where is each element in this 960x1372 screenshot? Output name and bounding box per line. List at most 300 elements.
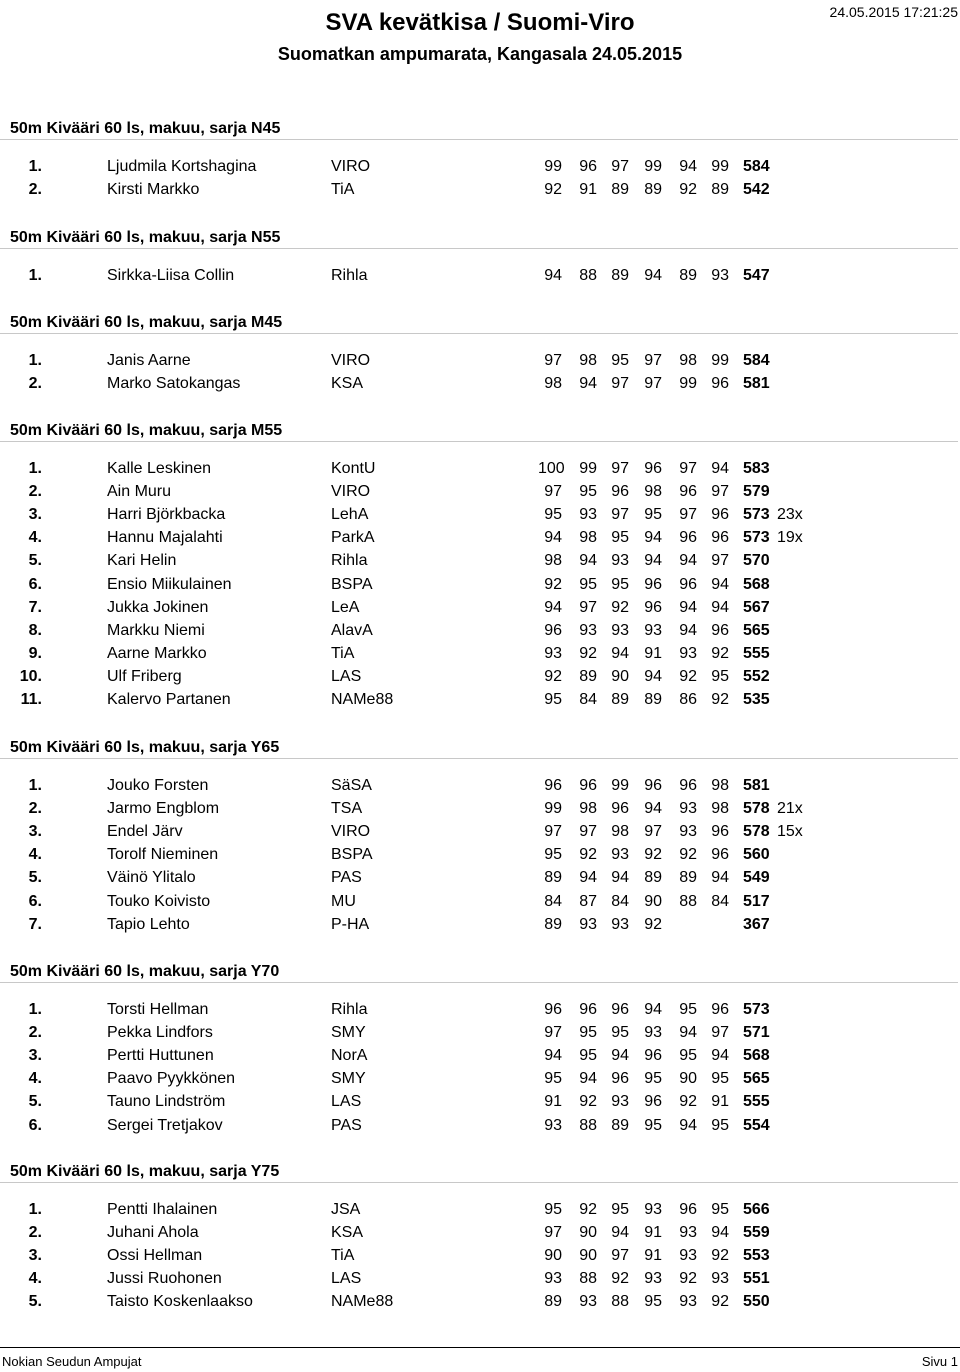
rank-cell: 11. — [20, 691, 42, 708]
rank-cell: 3. — [28, 823, 42, 841]
series-score-cell: 94 — [544, 529, 562, 547]
series-score-cell: 96 — [544, 621, 562, 639]
series-score-cell: 91 — [579, 181, 597, 199]
series-score-cell: 97 — [544, 352, 562, 369]
series-score-cell: 94 — [711, 1047, 729, 1065]
result-row — [0, 457, 960, 480]
series-score-cell: 90 — [644, 892, 662, 910]
result-row — [0, 890, 960, 913]
rank-cell: 8. — [28, 621, 42, 639]
series-score-cell: 87 — [579, 892, 597, 910]
section-title: 50m Kivääri 60 ls, makuu, sarja N55 — [10, 229, 281, 246]
series-score-cell: 98 — [679, 352, 697, 369]
series-score-cell: 93 — [611, 915, 629, 933]
series-score-cell: 96 — [544, 1001, 562, 1018]
series-score-cell: 94 — [579, 552, 597, 570]
series-score-cell: 93 — [644, 1270, 662, 1288]
total-score-cell: 555 — [743, 1093, 770, 1111]
section-divider — [0, 248, 958, 249]
rank-cell: 1. — [28, 158, 42, 175]
rank-cell: 6. — [28, 575, 42, 593]
shooter-name-cell: Markku Niemi — [107, 621, 205, 639]
series-score-cell: 89 — [544, 915, 562, 933]
series-score-cell: 98 — [579, 529, 597, 547]
series-score-cell: 89 — [544, 1293, 562, 1311]
series-score-cell: 96 — [644, 1047, 662, 1065]
rank-cell: 6. — [28, 892, 42, 910]
shooter-name-cell: Pertti Huttunen — [107, 1047, 214, 1065]
series-score-cell: 95 — [644, 1070, 662, 1088]
total-score-cell: 584 — [743, 352, 770, 369]
rank-cell: 5. — [28, 552, 42, 570]
series-score-cell: 97 — [711, 1024, 729, 1042]
series-score-cell: 95 — [544, 691, 562, 708]
result-row — [0, 264, 960, 287]
series-score-cell: 94 — [611, 1224, 629, 1242]
series-score-cell: 93 — [579, 621, 597, 639]
total-score-cell: 571 — [743, 1024, 770, 1042]
shooter-name-cell: Ensio Miikulainen — [107, 575, 232, 593]
club-cell: LAS — [331, 1270, 362, 1288]
shooter-name-cell: Torolf Nieminen — [107, 846, 219, 864]
club-cell: NAMe88 — [331, 691, 394, 708]
series-score-cell: 90 — [679, 1070, 697, 1088]
series-score-cell: 92 — [711, 644, 729, 662]
series-score-cell: 96 — [711, 506, 729, 524]
series-score-cell: 89 — [544, 869, 562, 887]
club-cell: SäSA — [331, 777, 372, 794]
total-score-cell: 535 — [743, 691, 770, 708]
result-section — [0, 962, 960, 1137]
total-score-cell: 560 — [743, 846, 770, 864]
club-cell: KSA — [331, 375, 364, 393]
total-score-cell: 584 — [743, 158, 770, 175]
series-score-cell: 89 — [611, 1116, 629, 1134]
series-score-cell: 97 — [644, 352, 662, 369]
series-score-cell: 92 — [579, 1201, 597, 1218]
series-score-cell: 93 — [711, 267, 729, 284]
series-score-cell: 90 — [579, 1247, 597, 1265]
series-score-cell: 90 — [611, 667, 629, 685]
result-row — [0, 642, 960, 665]
tiebreak-note-cell: 21x — [777, 800, 803, 818]
total-score-cell: 568 — [743, 575, 770, 593]
result-row — [0, 1021, 960, 1044]
series-score-cell: 98 — [644, 483, 662, 501]
series-score-cell: 92 — [644, 915, 662, 933]
series-score-cell: 95 — [711, 1201, 729, 1218]
series-score-cell: 97 — [711, 552, 729, 570]
series-score-cell: 95 — [579, 1024, 597, 1042]
total-score-cell: 559 — [743, 1224, 770, 1242]
club-cell: ParkA — [331, 529, 375, 547]
series-score-cell: 92 — [579, 846, 597, 864]
result-row — [0, 665, 960, 688]
shooter-name-cell: Ljudmila Kortshagina — [107, 158, 257, 175]
result-row — [0, 155, 960, 178]
club-cell: LeA — [331, 598, 360, 616]
shooter-name-cell: Jouko Forsten — [107, 777, 209, 794]
series-score-cell: 99 — [711, 158, 729, 175]
result-row — [0, 774, 960, 797]
section-title: 50m Kivääri 60 ls, makuu, sarja Y75 — [10, 1163, 280, 1180]
club-cell: AlavA — [331, 621, 373, 639]
series-score-cell: 94 — [679, 598, 697, 616]
series-score-cell: 89 — [611, 691, 629, 708]
series-score-cell: 96 — [579, 777, 597, 794]
rank-cell: 7. — [28, 598, 42, 616]
total-score-cell: 578 — [743, 823, 770, 841]
series-score-cell: 96 — [644, 1093, 662, 1111]
series-score-cell: 84 — [579, 691, 597, 708]
series-score-cell: 96 — [644, 777, 662, 794]
series-score-cell: 95 — [611, 529, 629, 547]
club-cell: Rihla — [331, 552, 368, 570]
series-score-cell: 94 — [711, 598, 729, 616]
result-row — [0, 596, 960, 619]
series-score-cell: 88 — [579, 267, 597, 284]
series-score-cell: 99 — [544, 158, 562, 175]
series-score-cell: 94 — [711, 575, 729, 593]
result-row — [0, 1290, 960, 1313]
series-score-cell: 98 — [611, 823, 629, 841]
series-score-cell: 96 — [579, 158, 597, 175]
result-section — [0, 1162, 960, 1314]
series-score-cell: 93 — [679, 1293, 697, 1311]
total-score-cell: 578 — [743, 800, 770, 818]
club-cell: JSA — [331, 1201, 361, 1218]
result-row — [0, 998, 960, 1021]
series-score-cell: 97 — [544, 1024, 562, 1042]
series-score-cell: 96 — [644, 460, 662, 477]
series-score-cell: 89 — [711, 181, 729, 199]
series-score-cell: 93 — [579, 506, 597, 524]
section-divider — [0, 758, 958, 759]
club-cell: VIRO — [331, 823, 371, 841]
series-score-cell: 94 — [644, 552, 662, 570]
shooter-name-cell: Harri Björkbacka — [107, 506, 226, 524]
series-score-cell: 84 — [611, 892, 629, 910]
shooter-name-cell: Janis Aarne — [107, 352, 191, 369]
series-score-cell: 89 — [579, 667, 597, 685]
series-score-cell: 92 — [644, 846, 662, 864]
series-score-cell: 92 — [579, 1093, 597, 1111]
result-row — [0, 619, 960, 642]
total-score-cell: 550 — [743, 1293, 770, 1311]
series-score-cell: 94 — [711, 460, 729, 477]
total-score-cell: 552 — [743, 667, 770, 685]
rank-cell: 5. — [28, 1093, 42, 1111]
series-score-cell: 96 — [711, 529, 729, 547]
series-score-cell: 95 — [711, 1070, 729, 1088]
series-score-cell: 94 — [711, 1224, 729, 1242]
series-score-cell: 95 — [611, 1024, 629, 1042]
rank-cell: 2. — [28, 1024, 42, 1042]
total-score-cell: 551 — [743, 1270, 770, 1288]
shooter-name-cell: Pentti Ihalainen — [107, 1201, 218, 1218]
rank-cell: 1. — [28, 1001, 42, 1018]
result-row — [0, 349, 960, 372]
shooter-name-cell: Kari Helin — [107, 552, 177, 570]
series-score-cell: 93 — [679, 1224, 697, 1242]
series-score-cell: 96 — [611, 1070, 629, 1088]
result-row — [0, 549, 960, 572]
shooter-name-cell: Touko Koivisto — [107, 892, 211, 910]
club-cell: VIRO — [331, 483, 371, 501]
series-score-cell: 94 — [579, 869, 597, 887]
series-score-cell: 97 — [611, 460, 629, 477]
result-row — [0, 1198, 960, 1221]
result-row — [0, 480, 960, 503]
series-score-cell: 94 — [679, 1116, 697, 1134]
total-score-cell: 517 — [743, 892, 770, 910]
series-score-cell: 96 — [679, 529, 697, 547]
series-score-cell: 92 — [711, 1293, 729, 1311]
total-score-cell: 573 — [743, 529, 770, 547]
series-score-cell: 93 — [544, 1270, 562, 1288]
total-score-cell: 581 — [743, 375, 770, 393]
shooter-name-cell: Jukka Jokinen — [107, 598, 209, 616]
series-score-cell: 100 — [538, 460, 565, 477]
shooter-name-cell: Taisto Koskenlaakso — [107, 1293, 253, 1311]
series-score-cell: 93 — [611, 552, 629, 570]
section-title: 50m Kivääri 60 ls, makuu, sarja M45 — [10, 314, 283, 331]
rank-cell: 4. — [28, 1270, 42, 1288]
series-score-cell: 91 — [644, 1247, 662, 1265]
series-score-cell: 97 — [611, 375, 629, 393]
series-score-cell: 97 — [679, 460, 697, 477]
club-cell: SMY — [331, 1070, 366, 1088]
footer-page-number: Sivu 1 — [921, 1354, 958, 1369]
series-score-cell: 96 — [679, 575, 697, 593]
total-score-cell: 554 — [743, 1116, 770, 1134]
series-score-cell: 93 — [644, 1201, 662, 1218]
series-score-cell: 89 — [644, 869, 662, 887]
series-score-cell: 91 — [711, 1093, 729, 1111]
club-cell: VIRO — [331, 352, 371, 369]
total-score-cell: 553 — [743, 1247, 770, 1265]
result-row — [0, 1090, 960, 1113]
series-score-cell: 94 — [679, 158, 697, 175]
result-row — [0, 1221, 960, 1244]
club-cell: PAS — [331, 869, 362, 887]
result-row — [0, 1267, 960, 1290]
shooter-name-cell: Kalle Leskinen — [107, 460, 212, 477]
shooter-name-cell: Hannu Majalahti — [107, 529, 223, 547]
section-title: 50m Kivääri 60 ls, makuu, sarja Y65 — [10, 739, 280, 756]
series-score-cell: 96 — [711, 846, 729, 864]
series-score-cell: 96 — [644, 575, 662, 593]
series-score-cell: 95 — [644, 506, 662, 524]
series-score-cell: 86 — [679, 691, 697, 708]
series-score-cell: 92 — [679, 1270, 697, 1288]
rank-cell: 2. — [28, 181, 42, 199]
series-score-cell: 95 — [644, 1116, 662, 1134]
result-section — [0, 738, 960, 936]
series-score-cell: 84 — [544, 892, 562, 910]
club-cell: TiA — [331, 1247, 355, 1265]
series-score-cell: 94 — [644, 1001, 662, 1018]
result-row — [0, 820, 960, 843]
club-cell: LehA — [331, 506, 369, 524]
print-timestamp: 24.05.2015 17:21:25 — [829, 4, 958, 20]
rank-cell: 1. — [28, 352, 42, 369]
shooter-name-cell: Paavo Pyykkönen — [107, 1070, 236, 1088]
rank-cell: 3. — [28, 1047, 42, 1065]
series-score-cell: 93 — [679, 1247, 697, 1265]
series-score-cell: 95 — [579, 483, 597, 501]
series-score-cell: 92 — [679, 181, 697, 199]
footer-divider — [0, 1347, 960, 1348]
series-score-cell: 96 — [644, 598, 662, 616]
series-score-cell: 92 — [679, 1093, 697, 1111]
series-score-cell: 94 — [644, 667, 662, 685]
section-divider — [0, 1182, 958, 1183]
series-score-cell: 97 — [544, 823, 562, 841]
shooter-name-cell: Sergei Tretjakov — [107, 1116, 223, 1134]
result-row — [0, 1114, 960, 1137]
result-row — [0, 913, 960, 936]
club-cell: Rihla — [331, 267, 368, 284]
shooter-name-cell: Kalervo Partanen — [107, 691, 231, 708]
total-score-cell: 547 — [743, 267, 770, 284]
series-score-cell: 96 — [579, 1001, 597, 1018]
result-row — [0, 526, 960, 549]
series-score-cell: 98 — [711, 800, 729, 818]
series-score-cell: 84 — [711, 892, 729, 910]
club-cell: TiA — [331, 181, 355, 199]
club-cell: KSA — [331, 1224, 364, 1242]
series-score-cell: 94 — [611, 869, 629, 887]
rank-cell: 4. — [28, 529, 42, 547]
series-score-cell: 95 — [644, 1293, 662, 1311]
result-row — [0, 843, 960, 866]
result-row — [0, 1044, 960, 1067]
rank-cell: 7. — [28, 915, 42, 933]
result-row — [0, 797, 960, 820]
result-section — [0, 119, 960, 201]
rank-cell: 3. — [28, 506, 42, 524]
series-score-cell: 96 — [679, 483, 697, 501]
series-score-cell: 94 — [579, 1070, 597, 1088]
rank-cell: 10. — [19, 667, 42, 685]
series-score-cell: 94 — [544, 267, 562, 284]
total-score-cell: 568 — [743, 1047, 770, 1065]
shooter-name-cell: Marko Satokangas — [107, 375, 241, 393]
series-score-cell: 93 — [611, 846, 629, 864]
shooter-name-cell: Kirsti Markko — [107, 181, 200, 199]
series-score-cell: 88 — [579, 1270, 597, 1288]
shooter-name-cell: Sirkka-Liisa Collin — [107, 267, 235, 284]
page-title: SVA kevätkisa / Suomi-Viro — [325, 9, 635, 36]
shooter-name-cell: Ain Muru — [107, 483, 172, 501]
section-divider — [0, 333, 958, 334]
result-row — [0, 178, 960, 201]
series-score-cell: 99 — [579, 460, 597, 477]
series-score-cell: 94 — [544, 598, 562, 616]
rank-cell: 9. — [28, 644, 42, 662]
series-score-cell: 96 — [711, 375, 729, 393]
series-score-cell: 92 — [679, 846, 697, 864]
total-score-cell: 549 — [743, 869, 770, 887]
series-score-cell: 95 — [679, 1001, 697, 1018]
series-score-cell: 88 — [611, 1293, 629, 1311]
series-score-cell: 95 — [544, 1201, 562, 1218]
series-score-cell: 99 — [644, 158, 662, 175]
club-cell: LAS — [331, 667, 362, 685]
club-cell: VIRO — [331, 158, 371, 175]
series-score-cell: 92 — [611, 598, 629, 616]
series-score-cell: 95 — [544, 1070, 562, 1088]
section-divider — [0, 441, 958, 442]
tiebreak-note-cell: 19x — [777, 529, 803, 547]
rank-cell: 1. — [28, 1201, 42, 1218]
club-cell: LAS — [331, 1093, 362, 1111]
rank-cell: 2. — [28, 375, 42, 393]
series-score-cell: 92 — [579, 644, 597, 662]
series-score-cell: 96 — [611, 1001, 629, 1018]
series-score-cell: 90 — [544, 1247, 562, 1265]
series-score-cell: 94 — [644, 529, 662, 547]
series-score-cell: 88 — [579, 1116, 597, 1134]
series-score-cell: 97 — [611, 158, 629, 175]
series-score-cell: 96 — [679, 1201, 697, 1218]
series-score-cell: 96 — [611, 483, 629, 501]
series-score-cell: 96 — [711, 1001, 729, 1018]
total-score-cell: 367 — [743, 915, 770, 933]
series-score-cell: 98 — [544, 375, 562, 393]
total-score-cell: 567 — [743, 598, 770, 616]
series-score-cell: 94 — [611, 1047, 629, 1065]
club-cell: TSA — [331, 800, 363, 818]
section-title: 50m Kivääri 60 ls, makuu, sarja M55 — [10, 422, 283, 439]
rank-cell: 5. — [28, 1293, 42, 1311]
series-score-cell: 92 — [544, 667, 562, 685]
series-score-cell: 93 — [611, 1093, 629, 1111]
series-score-cell: 97 — [679, 506, 697, 524]
footer-organizer: Nokian Seudun Ampujat — [2, 1354, 142, 1369]
club-cell: Rihla — [331, 1001, 368, 1018]
series-score-cell: 95 — [711, 1116, 729, 1134]
result-row — [0, 688, 960, 711]
rank-cell: 6. — [28, 1116, 42, 1134]
rank-cell: 2. — [28, 483, 42, 501]
series-score-cell: 98 — [579, 352, 597, 369]
series-score-cell: 94 — [679, 621, 697, 639]
series-score-cell: 97 — [644, 823, 662, 841]
club-cell: PAS — [331, 1116, 362, 1134]
series-score-cell: 88 — [679, 892, 697, 910]
total-score-cell: 570 — [743, 552, 770, 570]
series-score-cell: 93 — [611, 621, 629, 639]
total-score-cell: 542 — [743, 181, 770, 199]
series-score-cell: 98 — [711, 777, 729, 794]
result-row — [0, 1244, 960, 1267]
series-score-cell: 89 — [611, 267, 629, 284]
shooter-name-cell: Pekka Lindfors — [107, 1024, 213, 1042]
result-row — [0, 503, 960, 526]
shooter-name-cell: Torsti Hellman — [107, 1001, 209, 1018]
series-score-cell: 89 — [644, 691, 662, 708]
result-row — [0, 866, 960, 889]
section-divider — [0, 982, 958, 983]
series-score-cell: 96 — [679, 777, 697, 794]
series-score-cell: 95 — [611, 1201, 629, 1218]
club-cell: KontU — [331, 460, 376, 477]
shooter-name-cell: Aarne Markko — [107, 644, 207, 662]
series-score-cell: 92 — [711, 691, 729, 708]
rank-cell: 3. — [28, 1247, 42, 1265]
